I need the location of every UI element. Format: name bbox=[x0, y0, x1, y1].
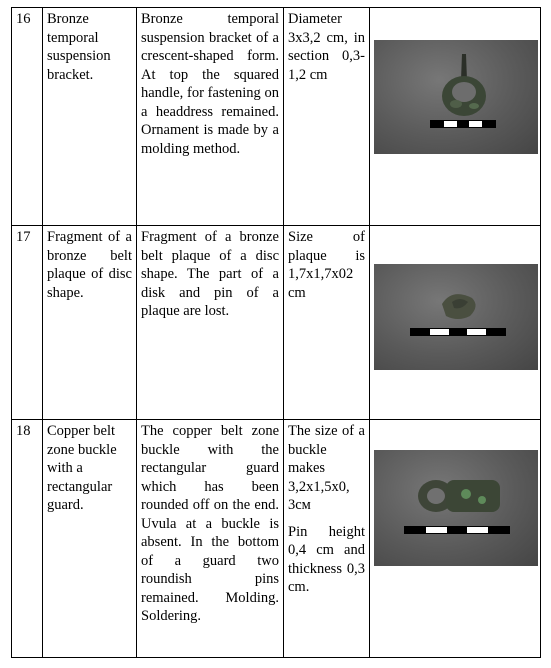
table-row bbox=[12, 226, 541, 420]
item-number: 17 bbox=[12, 226, 43, 420]
item-description: Fragment of a bronze belt plaque of a disc shape. The part of a disk and pin of a plaque are lost. bbox=[137, 226, 284, 420]
item-photo-cell bbox=[370, 226, 541, 420]
item-photo-cell bbox=[370, 8, 541, 226]
artifact-photo bbox=[374, 40, 538, 154]
buckle-artifact-image bbox=[374, 450, 538, 566]
item-size-extra: Pin height 0,4 cm and thickness 0,3 cm. bbox=[288, 523, 365, 595]
item-name: Bronze temporal suspension bracket. bbox=[43, 8, 137, 226]
artifact-catalog-table bbox=[11, 7, 541, 658]
item-name: Copper belt zone buckle with a rectangular guard. bbox=[43, 420, 137, 658]
item-name: Fragment of a bronze belt plaque of disc shape. bbox=[43, 226, 137, 420]
plaque-artifact-image bbox=[374, 264, 538, 370]
item-size: The size of a buckle makes 3,2x1,5x0, 3см bbox=[288, 423, 365, 513]
item-photo-cell bbox=[370, 420, 541, 658]
scale-bar bbox=[404, 526, 510, 534]
item-number: 18 bbox=[12, 420, 43, 658]
item-size: Diameter 3x3,2 cm, in section 0,3-1,2 cm bbox=[284, 8, 370, 226]
item-description: The copper belt zone buckle with the rectangular guard which has been rounded off on the end. Uvula at a buckle is absent. In the bottom of a guard two roundish pins remained. Molding. Soldering. bbox=[137, 420, 284, 658]
scale-bar bbox=[410, 328, 506, 336]
item-number: 16 bbox=[12, 8, 43, 226]
bracket-artifact-image bbox=[374, 40, 538, 154]
item-description: Bronze temporal suspension bracket of a crescent-shaped form. At top the squared handle, for fastening on a headdress remained. Ornament is made by a molding method. bbox=[137, 8, 284, 226]
item-size-cell bbox=[284, 420, 370, 658]
table-row bbox=[12, 420, 541, 658]
artifact-photo bbox=[374, 450, 538, 566]
artifact-photo bbox=[374, 264, 538, 370]
item-size: Size of plaque is 1,7x1,7x02 cm bbox=[284, 226, 370, 420]
table-row bbox=[12, 8, 541, 226]
scale-bar bbox=[430, 120, 496, 128]
